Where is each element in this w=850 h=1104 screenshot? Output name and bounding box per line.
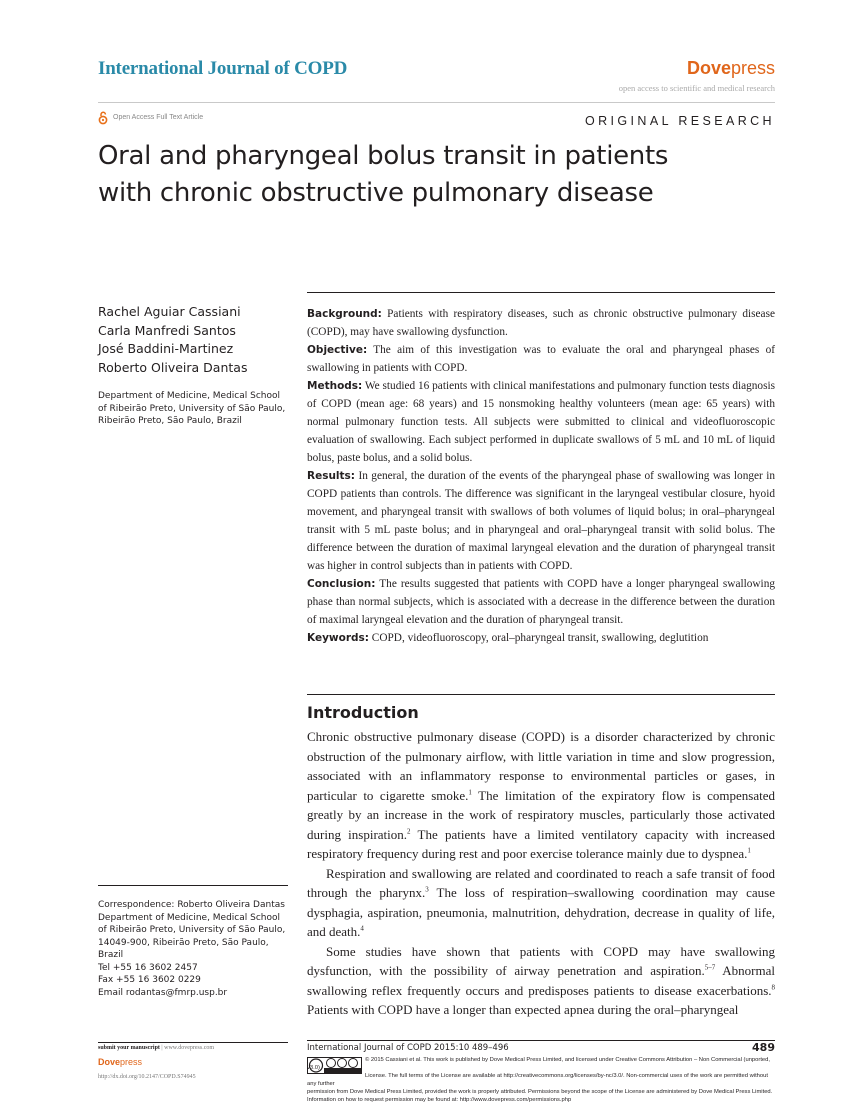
section-heading-introduction: Introduction xyxy=(307,703,419,722)
correspondence-fax: Fax +55 16 3602 0229 xyxy=(98,975,201,985)
article-title-line: Oral and pharyngeal bolus transit in patients xyxy=(98,141,669,171)
publisher-logo xyxy=(687,58,775,79)
submit-manuscript-link[interactable] xyxy=(98,1045,214,1051)
abstract xyxy=(307,305,775,647)
abstract-text: In general, the duration of the events of the pharyngeal phase of swallowing was longer in COPD patients than controls. The difference was significant in the laryngeal vestibular closure, hyoid movement, and pharyngeal transit with swallows of both volumes of liquid bolus; in oral–pharyngeal transit with 5 mL paste bolus; and in pharyngeal and oral–pharyngeal transit with solid bolus. The difference between the duration of maximal laryngeal elevation and the duration of pharyngeal transit was higher in control subjects than in patients with COPD. xyxy=(307,470,775,572)
abstract-keywords xyxy=(307,629,775,647)
license-line xyxy=(307,1073,775,1089)
footer-press: press xyxy=(120,1057,143,1067)
citation-ref: 4 xyxy=(360,924,364,933)
abstract-background xyxy=(307,305,775,341)
abstract-text: The aim of this investigation was to evaluate the oral and pharyngeal phases of swallowing in patients with COPD. xyxy=(307,344,775,374)
publisher-tagline: open access to scientific and medical research xyxy=(618,83,775,93)
abstract-label: Keywords: xyxy=(307,632,369,644)
citation-ref: 3 xyxy=(425,885,429,894)
author-affiliation: Department of Medicine, Medical School of Ribeirão Preto, University of São Paulo, Ribeirão Preto, São Paulo, Brazil xyxy=(98,391,286,427)
article-title xyxy=(98,138,758,212)
license-text: © 2015 Cassiani et al. This work is published by Dove Medical Press Limited, and licensed under Creative Commons Attribution – Non Commercial (unported, v3.0) xyxy=(307,1057,770,1071)
abstract-methods xyxy=(307,377,775,467)
body-paragraph xyxy=(307,727,775,864)
abstract-results xyxy=(307,467,775,575)
journal-citation: International Journal of COPD 2015:10 489–496 xyxy=(307,1043,509,1053)
submit-url: | www.dovepress.com xyxy=(159,1045,215,1051)
publisher-logo-press: press xyxy=(730,58,775,78)
publisher-logo-dove: Dove xyxy=(686,58,731,78)
abstract-label: Objective: xyxy=(307,344,368,356)
body-text: Some studies have shown that patients with COPD may have swallowing dysfunction, with the possibility of airway penetration and aspiration. xyxy=(307,943,775,978)
correspondence-email[interactable]: Email rodantas@fmrp.usp.br xyxy=(98,987,228,998)
author-list xyxy=(98,303,298,377)
submit-label: submit your manuscript xyxy=(98,1045,160,1051)
page-number: 489 xyxy=(752,1041,775,1054)
citation-ref: 2 xyxy=(407,827,411,836)
correspondence-tel: Tel +55 16 3602 2457 xyxy=(98,962,198,973)
body-text: Patients with COPD have a longer than expected apnea during the oral–pharyngeal xyxy=(307,1002,739,1017)
body-text: The patients have a limited ventilatory capacity with increased respiratory frequency during rest and poor exercise tolerance mainly due to dyspnea. xyxy=(307,826,775,861)
citation-ref: 5–7 xyxy=(704,963,716,972)
body-text: Chronic obstructive pulmonary disease (COPD) is a disorder characterized by chronic obstruction of the pulmonary airflow, with little variation in time and slow progression, associated with an inflammatory response to environmental particles or gases, in particular to cigarette smoke. xyxy=(307,729,775,803)
article-type: ORIGINAL RESEARCH xyxy=(584,114,775,128)
abstract-conclusion xyxy=(307,575,775,629)
body-text: The loss of respiration–swallowing coordination may cause dysphagia, aspiration, pneumonia, malnutrition, dehydration, decrease in quality of life, and death. xyxy=(307,885,776,939)
citation-ref: 1 xyxy=(747,846,751,855)
citation-ref: 8 xyxy=(771,983,775,992)
abstract-text: The results suggested that patients with COPD have a longer pharyngeal swallowing phase than normal subjects, which is associated with a decrease in the difference between the duration of maximal laryngeal elevation and the duration of pharyngeal transit. xyxy=(307,578,775,626)
doi-link[interactable]: http://dx.doi.org/10.2147/COPD.S74945 xyxy=(98,1074,196,1080)
open-access-icon xyxy=(98,111,108,125)
footer-dove: Dove xyxy=(98,1057,121,1067)
abstract-label: Methods: xyxy=(307,380,363,392)
body-text: Abnormal swallowing reflex frequently occurs and predisposes patients to disease exacerbations. xyxy=(307,963,775,998)
article-title-line: with chronic obstructive pulmonary disease xyxy=(98,178,654,208)
journal-title: International Journal of COPD xyxy=(98,58,348,79)
license-line xyxy=(307,1057,775,1073)
license-line: permission from Dove Medical Press Limited, provided the work is properly attributed. Permissions beyond the scope of the License are administered by Dove Medical Press Limited. Information on how to request permission may be found at: http://www.dovepress.com/permissions.php xyxy=(307,1088,773,1103)
body-text: Respiration and swallowing are related and coordinated to reach a safe transit of food through the pharynx. xyxy=(307,865,775,900)
footer-rule-right xyxy=(307,1040,775,1041)
author-name: Rachel Aguiar Cassiani xyxy=(98,304,241,319)
correspondence-rule xyxy=(98,885,288,886)
abstract-text: Patients with respiratory diseases, such as chronic obstructive pulmonary disease (COPD), may have swallowing dysfunction. xyxy=(307,308,775,338)
citation-ref: 1 xyxy=(468,788,472,797)
open-access-label: Open Access Full Text Article xyxy=(113,114,204,121)
abstract-label: Results: xyxy=(307,470,355,482)
footer-publisher-logo xyxy=(98,1057,142,1067)
abstract-label: Conclusion: xyxy=(307,578,376,590)
correspondence-label: Correspondence: Roberto Oliveira Dantas xyxy=(98,900,285,910)
body-text: The limitation of the expiratory flow is compensated greatly by an increase in the work of respiratory muscles, particularly those activated during inspiration. xyxy=(307,787,775,842)
introduction-body xyxy=(307,727,775,1020)
correspondence-block xyxy=(98,899,288,999)
abstract-objective xyxy=(307,341,775,377)
author-name: Roberto Oliveira Dantas xyxy=(98,359,248,375)
abstract-label: Background: xyxy=(307,308,382,320)
abstract-top-rule xyxy=(307,292,775,293)
body-paragraph xyxy=(307,942,775,1020)
body-paragraph xyxy=(307,864,775,942)
license-notice xyxy=(307,1057,775,1104)
author-name: José Baddini-Martinez xyxy=(98,341,234,356)
abstract-text: We studied 16 patients with clinical manifestations and pulmonary function tests diagnosis of COPD (mean age: 68 years) and 15 nonsmoking healthy volunteers (mean age: 65 years) with normal pulmonary function tests. All subjects were submitted to clinical and videofluoroscopic evaluation of swallowing. Each subject performed in duplicate swallows of 5 mL and 10 mL of liquid bolus, paste bolus, and a solid bolus. xyxy=(307,380,775,464)
header-divider xyxy=(98,102,775,103)
abstract-text: COPD, videofluoroscopy, oral–pharyngeal transit, swallowing, deglutition xyxy=(368,632,709,644)
license-text: License. The full terms of the License are available at http://creativecommons.org/licenses/by-nc/3.0/. Non-commercial uses of the work are permitted without any further xyxy=(307,1072,768,1087)
abstract-bottom-rule xyxy=(307,694,775,695)
footer-rule-left xyxy=(98,1042,288,1043)
correspondence-address: Department of Medicine, Medical School of Ribeirão Preto, University of São Paulo, 14049-900, Ribeirão Preto, São Paulo, Brazil xyxy=(98,912,286,960)
author-name: Carla Manfredi Santos xyxy=(98,322,236,338)
